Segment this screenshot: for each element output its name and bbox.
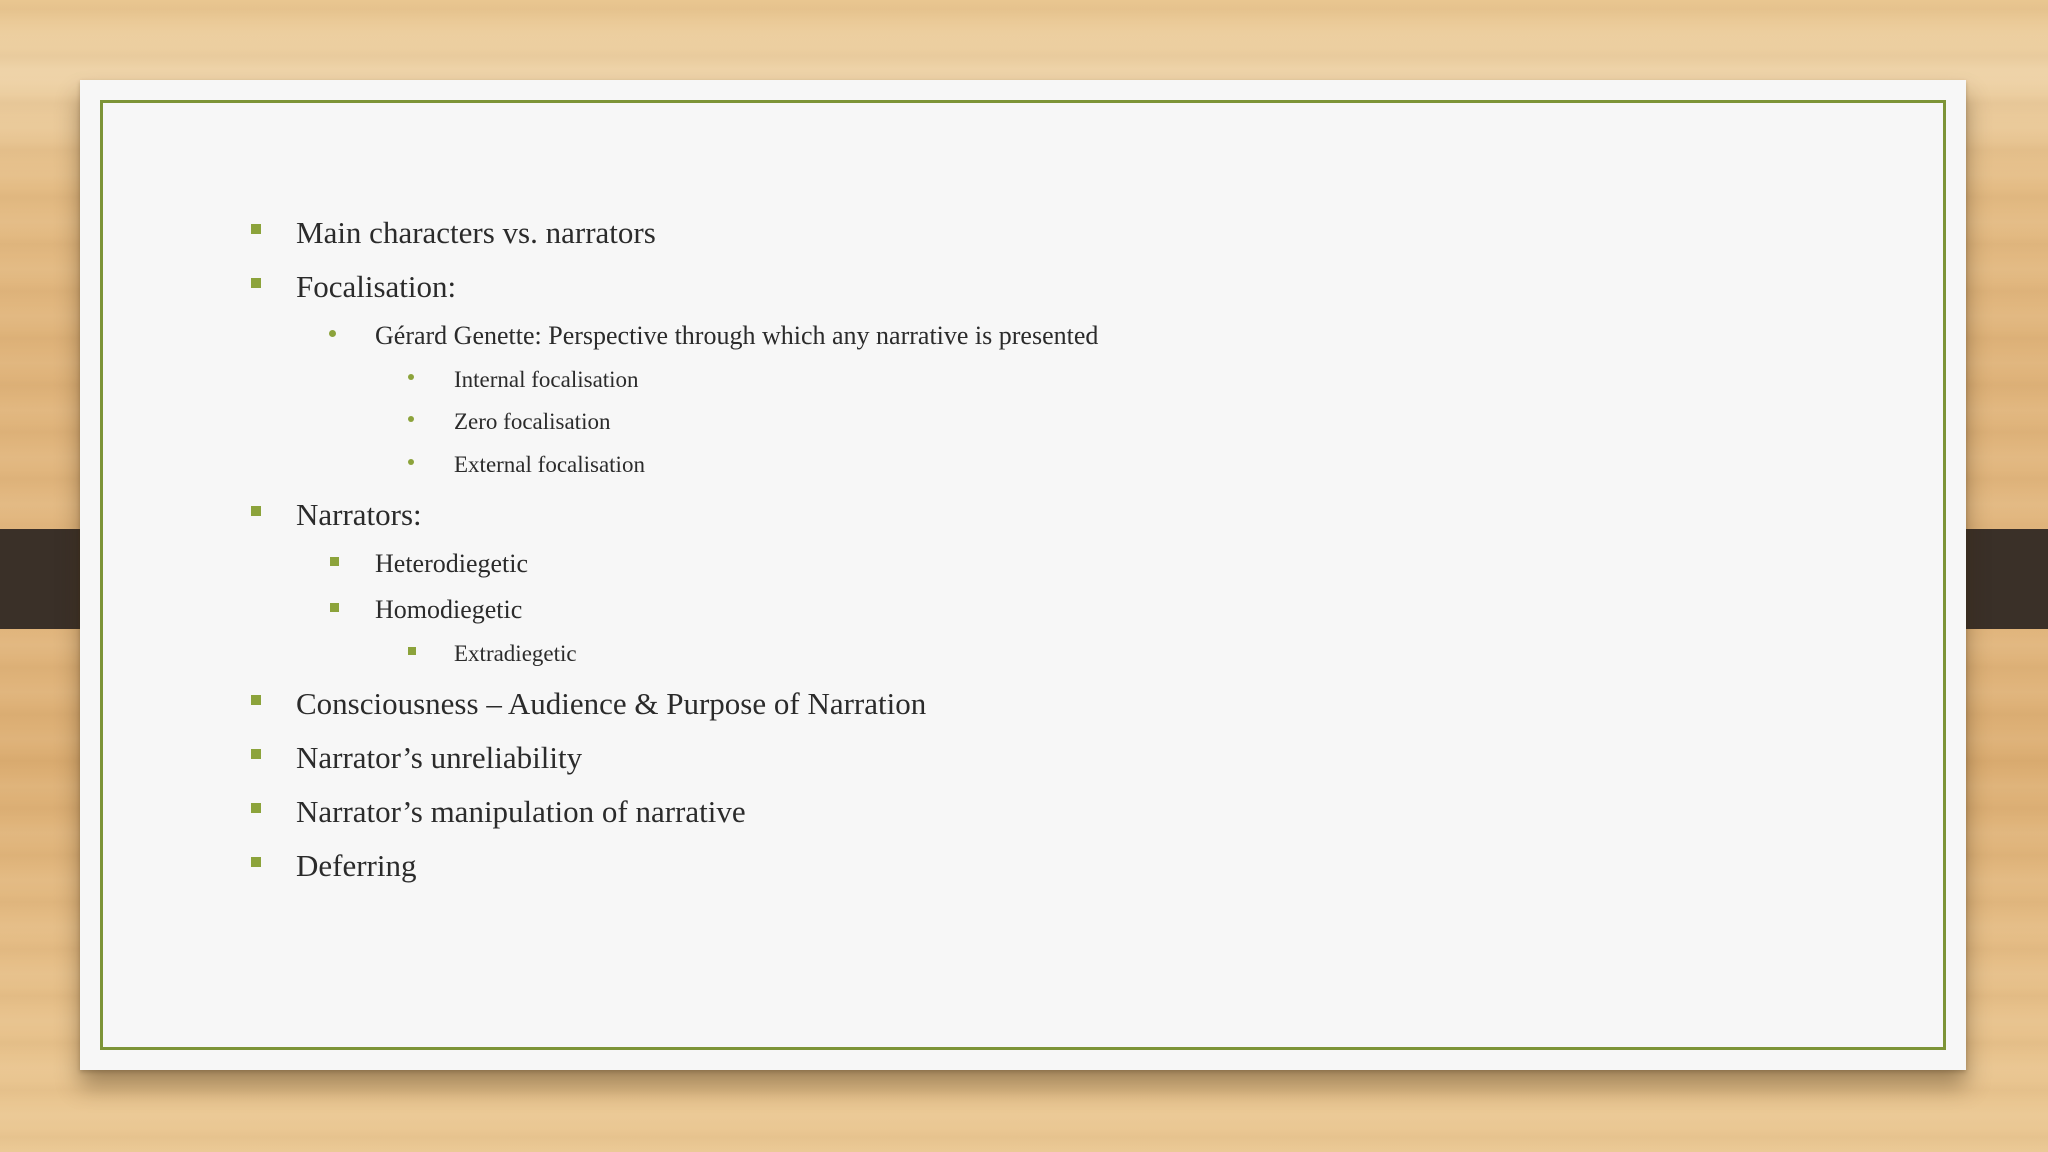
dot-bullet-icon: [408, 374, 414, 380]
bullet-text: Heterodiegetic: [375, 549, 529, 578]
bullet-text: External focalisation: [454, 452, 645, 477]
bullet-item: [296, 271, 456, 302]
bullet-item: [454, 642, 577, 665]
bullet-item: [454, 410, 610, 433]
slide: [80, 80, 1966, 1070]
bullet-text: Internal focalisation: [454, 367, 639, 392]
bullet-item: [296, 688, 926, 719]
bullet-item: [375, 551, 528, 577]
bullet-item: [296, 499, 422, 530]
square-bullet-icon: [251, 506, 261, 516]
bullet-item: [296, 796, 746, 827]
bullet-item: [375, 323, 1098, 349]
bullet-item: [454, 453, 645, 476]
square-bullet-icon: [251, 695, 261, 705]
bullet-text: Narrators:: [296, 497, 422, 532]
bullet-text: Homodiegetic: [375, 595, 523, 624]
bullet-item: [454, 368, 639, 391]
bullet-text: Gérard Genette: Perspective through which any narrative is presented: [375, 321, 1099, 350]
bullet-text: Zero focalisation: [454, 409, 611, 434]
bullet-item: [296, 217, 656, 248]
square-bullet-icon: [251, 857, 261, 867]
bullet-text: Narrator’s manipulation of narrative: [296, 794, 746, 829]
dot-bullet-icon: [408, 416, 414, 422]
square-bullet-icon: [251, 224, 261, 234]
bullet-item: [296, 850, 417, 881]
square-bullet-icon: [251, 278, 261, 288]
bullet-text: Extradiegetic: [454, 641, 577, 666]
bullet-text: Deferring: [296, 848, 417, 883]
bullet-text: Main characters vs. narrators: [296, 215, 656, 250]
bullet-list: [80, 80, 1966, 1070]
bullet-text: Consciousness – Audience & Purpose of Narration: [296, 686, 927, 721]
square-bullet-icon: [408, 647, 416, 655]
bullet-item: [375, 597, 522, 623]
square-bullet-icon: [251, 749, 261, 759]
square-bullet-icon: [330, 557, 339, 566]
square-bullet-icon: [251, 803, 261, 813]
bullet-text: Focalisation:: [296, 269, 457, 304]
bullet-item: [296, 742, 582, 773]
bullet-text: Narrator’s unreliability: [296, 740, 583, 775]
dot-bullet-icon: [329, 330, 336, 337]
dot-bullet-icon: [408, 459, 414, 465]
square-bullet-icon: [330, 603, 339, 612]
